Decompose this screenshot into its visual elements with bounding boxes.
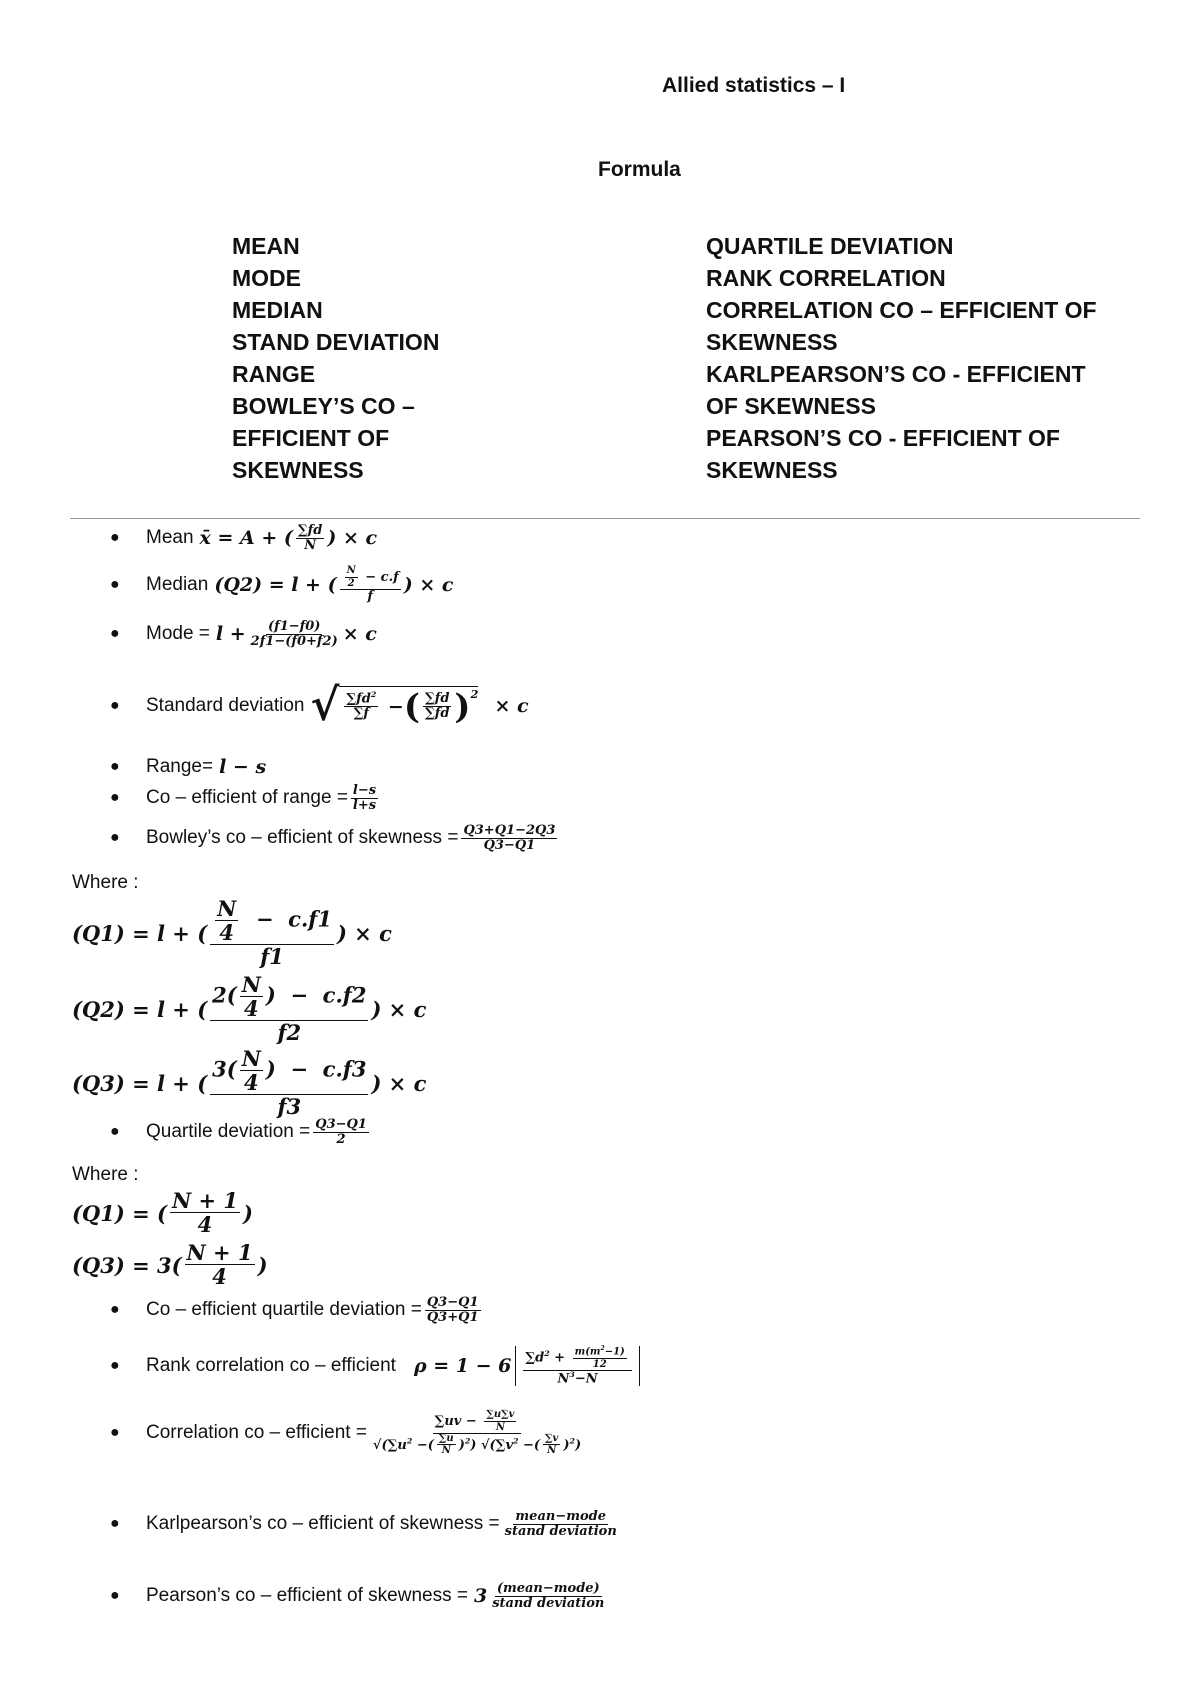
formula-label: Correlation co – efficient = [146, 1422, 367, 1443]
formula-coefficient-quartile-deviation: ● Co – efficient quartile deviation = $\frac{Q3-Q1}{Q3+Q1}$ [100, 1296, 484, 1325]
formula-label: Standard deviation [146, 695, 305, 716]
bullet-icon: ● [110, 789, 120, 807]
topic-item: KARLPEARSON’S CO - EFFICIENT [706, 361, 1086, 387]
topic-item: RANK CORRELATION [706, 265, 946, 291]
topic-item: SKEWNESS [232, 457, 364, 483]
formula-label: Rank correlation co – efficient [146, 1355, 396, 1377]
bullet-icon: ● [110, 1301, 120, 1319]
formula-coefficient-of-range: ● Co – efficient of range = $\frac{l-s}{l+s}$ [100, 784, 381, 813]
formula-label: Median [146, 573, 209, 595]
topic-item: SKEWNESS [706, 329, 838, 355]
formula-q1-position: (Q1) = ( $\frac{N + 1}{4}$ ) [72, 1188, 253, 1238]
topic-item: EFFICIENT OF [232, 425, 390, 451]
formula-bowley-skewness: ● Bowley’s co – efficient of skewness = $\frac{Q3+Q1-2Q3}{Q3-Q1}$ [100, 824, 560, 853]
formula-median: ● Median (Q2) = l + ( $\frac{N}{2}$ − c.f f ) × c [100, 566, 453, 604]
formula-label: Bowley’s co – efficient of skewness = [146, 827, 459, 849]
topics-right-list [706, 230, 1097, 486]
topic-item: BOWLEY’S CO – [232, 393, 415, 419]
topic-item: PEARSON’S CO - EFFICIENT OF [706, 425, 1060, 451]
formula-q3-position: (Q3) = 3( $\frac{N + 1}{4}$ ) [72, 1240, 268, 1290]
where-label: Where : [72, 872, 139, 893]
formula-label: Co – efficient of range = [146, 787, 348, 809]
topics-left-list [232, 230, 439, 486]
formula-q3: (Q3) = l + ( 3( $\frac{N}{4}$ ) − c.f3 f3 ) × c [72, 1046, 427, 1120]
bullet-icon: ● [110, 1587, 120, 1605]
bullet-icon: ● [110, 575, 120, 593]
topic-item: MEAN [232, 233, 300, 259]
topic-item: CORRELATION CO – EFFICIENT OF [706, 297, 1097, 323]
divider [70, 518, 1140, 519]
formula-q2: (Q2) = l + ( 2( $\frac{N}{4}$ ) − c.f2 f2 ) × c [72, 972, 427, 1046]
bullet-icon: ● [110, 1357, 120, 1375]
formula-label: Pearson’s co – efficient of skewness = [146, 1585, 468, 1607]
topic-item: SKEWNESS [706, 457, 838, 483]
formula-quartile-deviation: ● Quartile deviation = $\frac{Q3-Q1}{2}$ [100, 1118, 372, 1147]
formula-pearson-skewness: ● Pearson’s co – efficient of skewness = 3 $\frac{\text{(mean−mode)}}{\text{stand deviation}}$ [100, 1582, 609, 1611]
topic-item: MEDIAN [232, 297, 323, 323]
formula-karlpearson-skewness: ● Karlpearson’s co – efficient of skewness = $\frac{\text{mean−mode}}{\text{stand deviation}}$ [100, 1510, 622, 1539]
formula-label: Quartile deviation = [146, 1121, 311, 1143]
formula-standard-deviation: ● Standard deviation √ $\frac{\sum fd^2}{\sum f}$ − ( $\frac{\sum fd}{\sum fd}$ ) $^2$ × c [100, 684, 529, 728]
formula-correlation: ● Correlation co – efficient = ∑uv − $\frac{\sum u\sum v}{N}$ $√(\sum u^2$ −( $\frac{\sum u}{N}$ )$^2$) $√(\sum v^2$ −( $\frac{\sum v}{N}$ )$^2$) [100, 1410, 586, 1456]
topic-item: STAND DEVIATION [232, 329, 440, 355]
topic-item: OF SKEWNESS [706, 393, 876, 419]
formula-label: Mean [146, 527, 194, 549]
topic-item: QUARTILE DEVIATION [706, 233, 954, 259]
bullet-icon: ● [110, 1515, 120, 1533]
formula-rank-correlation: ● Rank correlation co – efficient ρ = 1 − 6 $\sum d^2$ + $\frac{m(m^2-1)}{12}$ $N^3-N$ [100, 1346, 640, 1386]
document-title: Allied statistics – I [662, 74, 846, 97]
bullet-icon: ● [110, 829, 120, 847]
bullet-icon: ● [110, 758, 120, 775]
formula-mode: ● Mode = l + $\frac{(f1-f0)}{2f1-(f0+f2)}$ × c [100, 620, 377, 649]
formula-label: Range= [146, 756, 214, 777]
formula-range: ● Range= l − s [100, 756, 266, 778]
formula-q1: (Q1) = l + ( $\frac{N}{4}$ − c.f1 f1 ) × c [72, 896, 392, 970]
bullet-icon: ● [110, 529, 120, 547]
topic-item: RANGE [232, 361, 316, 387]
formula-mean: ● Mean x̄ = A + ( $\frac{\sum fd}{N}$ ) × c [100, 524, 377, 553]
formula-label: Karlpearson’s co – efficient of skewness = [146, 1513, 500, 1535]
topic-item: MODE [232, 265, 301, 291]
formula-label: Mode = [146, 623, 210, 645]
where-label: Where : [72, 1164, 139, 1185]
document-subtitle: Formula [598, 158, 681, 181]
formula-label: Co – efficient quartile deviation = [146, 1299, 422, 1321]
bullet-icon: ● [110, 1424, 120, 1441]
bullet-icon: ● [110, 697, 120, 714]
bullet-icon: ● [110, 1123, 120, 1141]
bullet-icon: ● [110, 625, 120, 643]
